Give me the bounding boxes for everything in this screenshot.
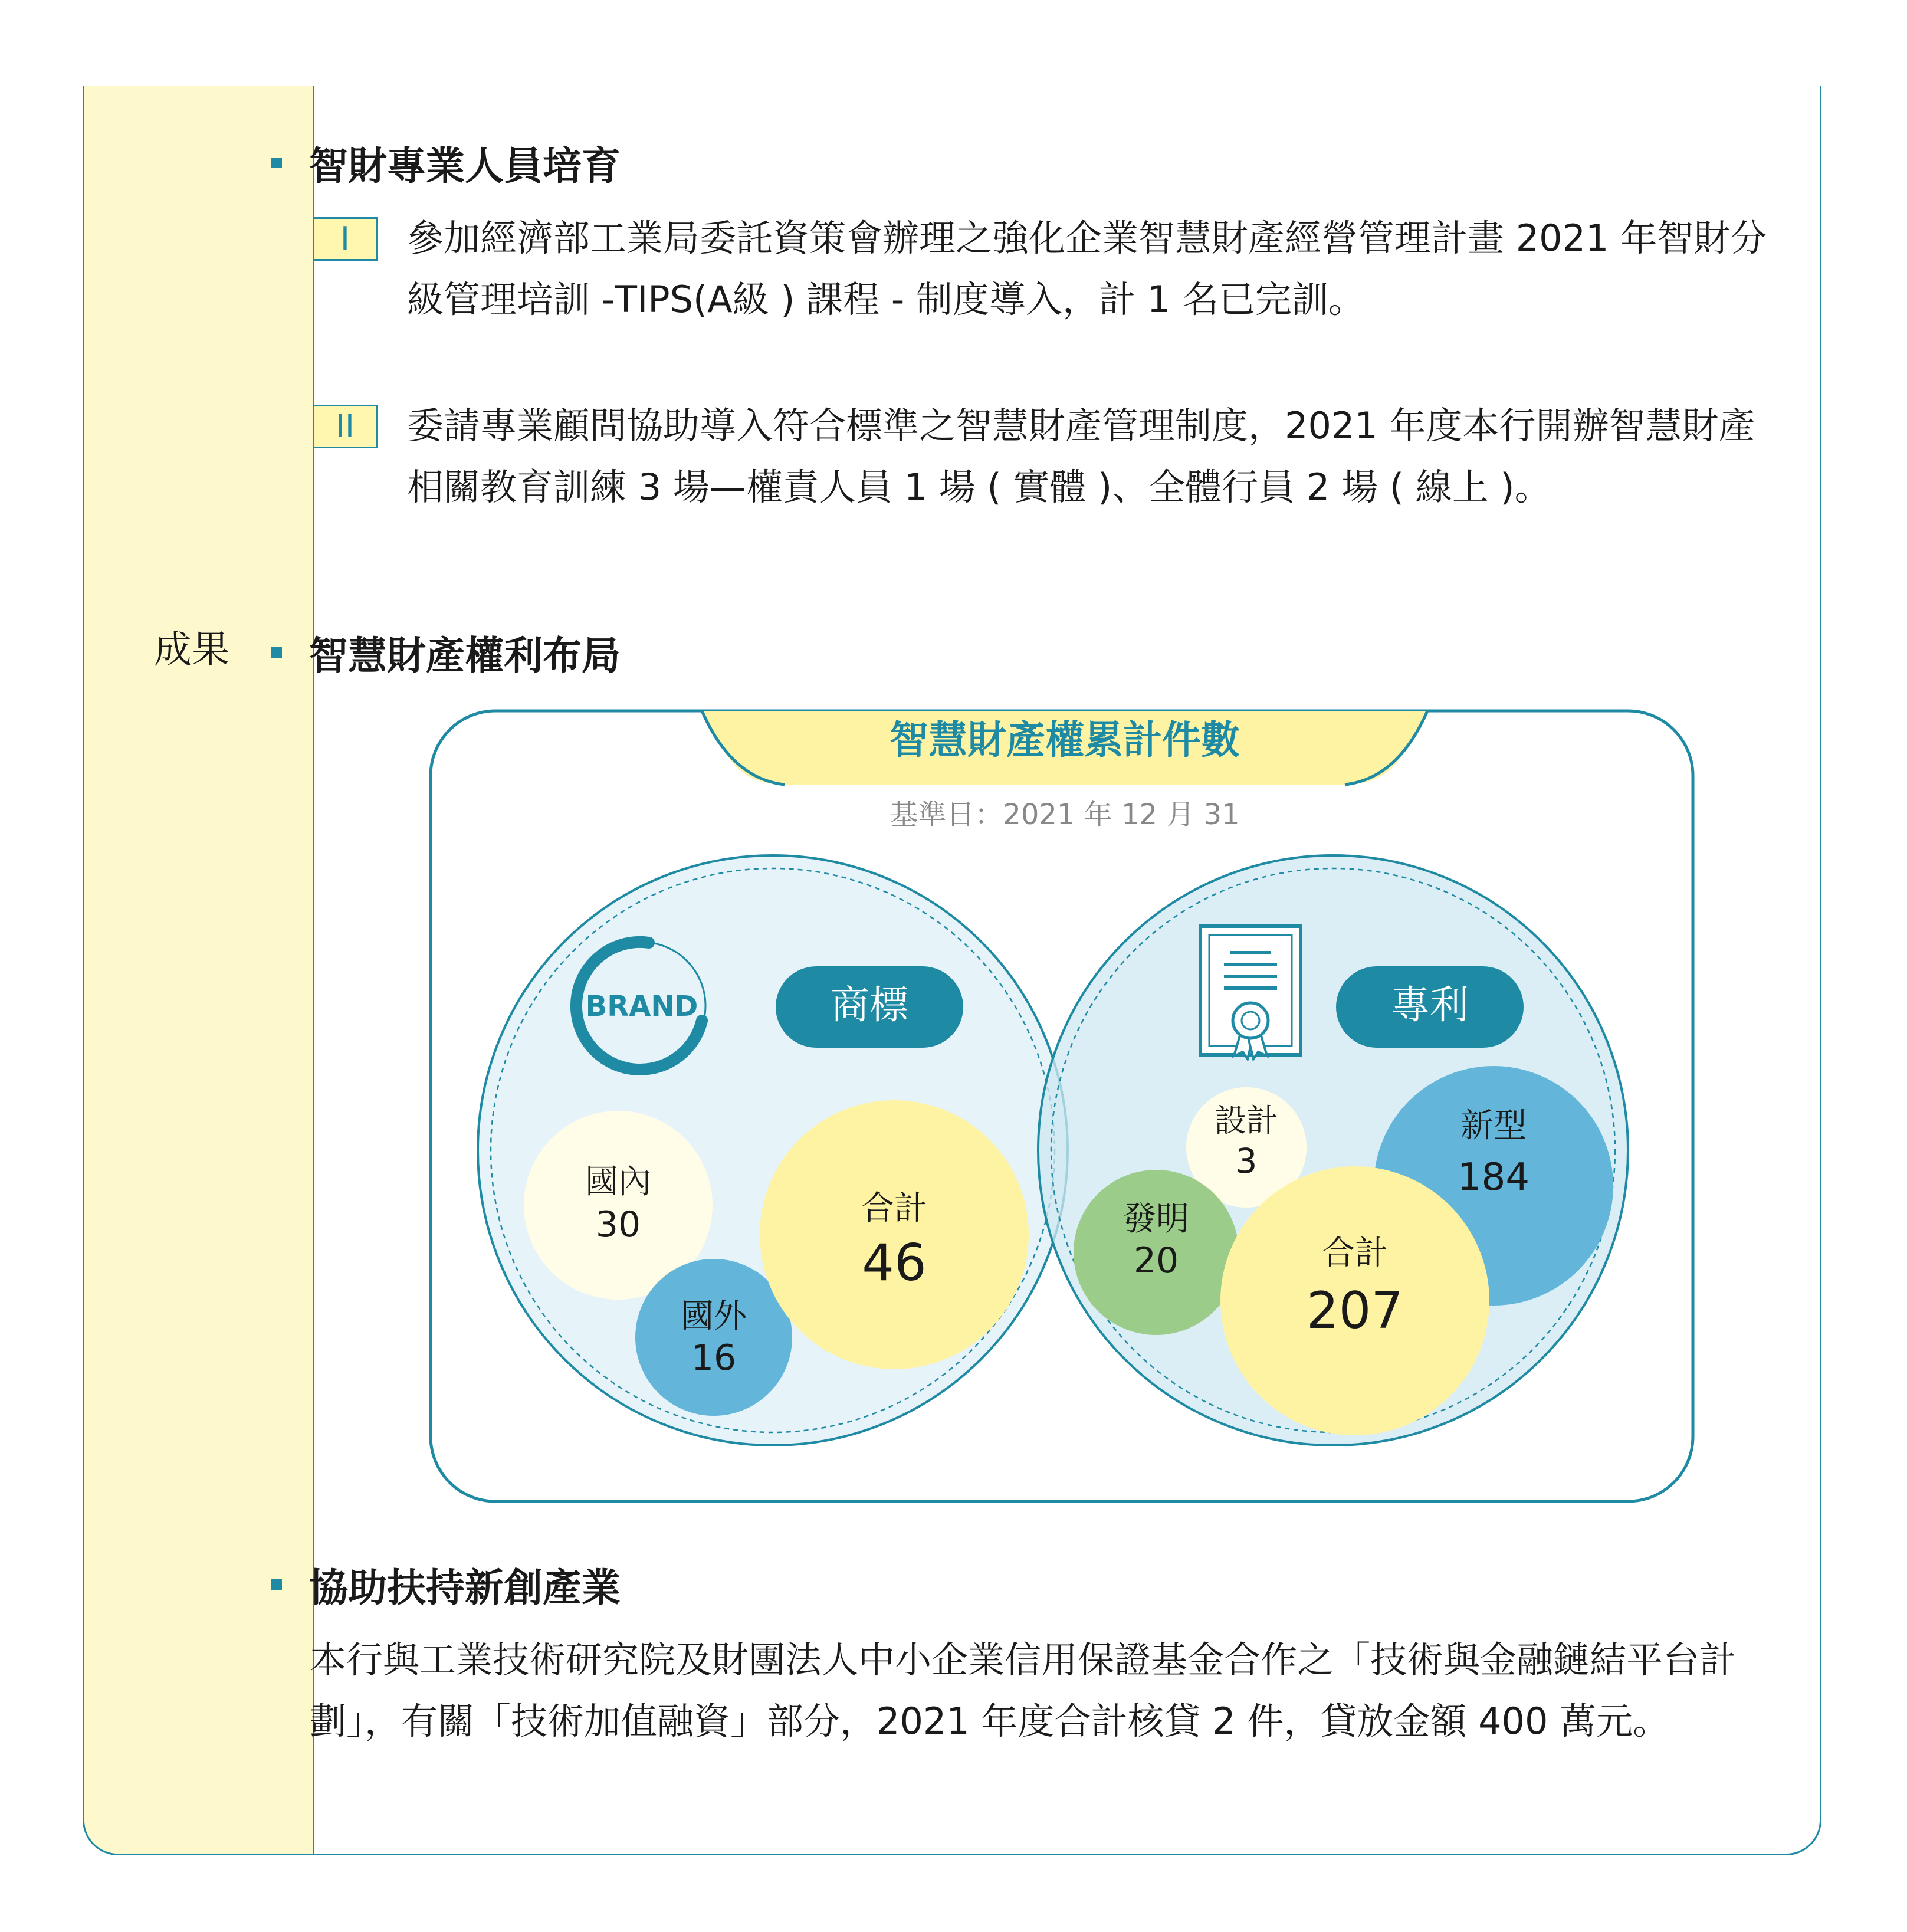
heading-ip-training — [271, 135, 621, 191]
patent-design-value: 3 — [1235, 1141, 1258, 1181]
patent-total-value: 207 — [1306, 1281, 1404, 1340]
patent-utility-label: 新型 — [1460, 1107, 1527, 1145]
certificate-icon — [1200, 926, 1301, 1059]
paragraph-startup: 本行與工業技術研究院及財團法人中小企業信用保證基金合作之「技術與金融鏈結平台計劃」，有關「技術加值融資」部分，2021 年度合計核貸 2 件，貸放金額 400 萬元。 — [310, 1638, 1737, 1743]
patent-design-label: 設計 — [1215, 1102, 1278, 1139]
patent-utility-value: 184 — [1457, 1156, 1530, 1199]
bullet-square-icon — [271, 158, 282, 168]
paragraph-item-2: 委請專業顧問協助導入符合標準之智慧財產管理制度，2021 年度本行開辦智慧財產相關教育訓練 3 場—權責人員 1 場 ( 實體 )、全體行員 2 場 ( 線上 )。 — [407, 404, 1755, 509]
heading-text: 智慧財產權利布局 — [309, 633, 621, 678]
patent-label: 專利 — [1391, 982, 1469, 1028]
infographic-title: 智慧財產權累計件數 — [890, 717, 1240, 763]
trademark-domestic-label: 國內 — [585, 1163, 651, 1201]
heading-startup-support — [271, 1556, 621, 1612]
base-date: 基準日：2021 年 12 月 31 — [890, 798, 1240, 831]
heading-text: 協助扶持新創產業 — [309, 1565, 621, 1610]
patent-invention-label: 發明 — [1123, 1200, 1189, 1238]
brand-logo-text: BRAND — [585, 990, 698, 1023]
trademark-domestic-value: 30 — [595, 1204, 641, 1245]
paragraph-item-1: 參加經濟部工業局委託資策會辦理之強化企業智慧財產經營管理計畫 2021 年智財分級管理培訓 -TIPS(A級 ) 課程 - 制度導入，計 1 名已完訓。 — [407, 217, 1767, 321]
trademark-foreign-value: 16 — [691, 1337, 737, 1379]
trademark-total-label: 合計 — [861, 1189, 927, 1228]
section-label: 成果 — [154, 628, 229, 672]
trademark-foreign-label: 國外 — [681, 1297, 747, 1336]
heading-text: 智財專業人員培育 — [309, 143, 621, 189]
patent-invention-value: 20 — [1133, 1240, 1179, 1281]
heading-ip-layout — [271, 624, 621, 680]
bullet-square-icon — [271, 647, 282, 658]
roman-marker-1: I — [313, 217, 378, 261]
patent-total-label: 合計 — [1322, 1234, 1388, 1272]
ip-infographic — [319, 699, 1699, 1519]
bullet-square-icon — [271, 1579, 282, 1590]
trademark-total-value: 46 — [862, 1234, 927, 1293]
trademark-label: 商標 — [831, 982, 908, 1028]
roman-marker-2: II — [313, 405, 378, 448]
